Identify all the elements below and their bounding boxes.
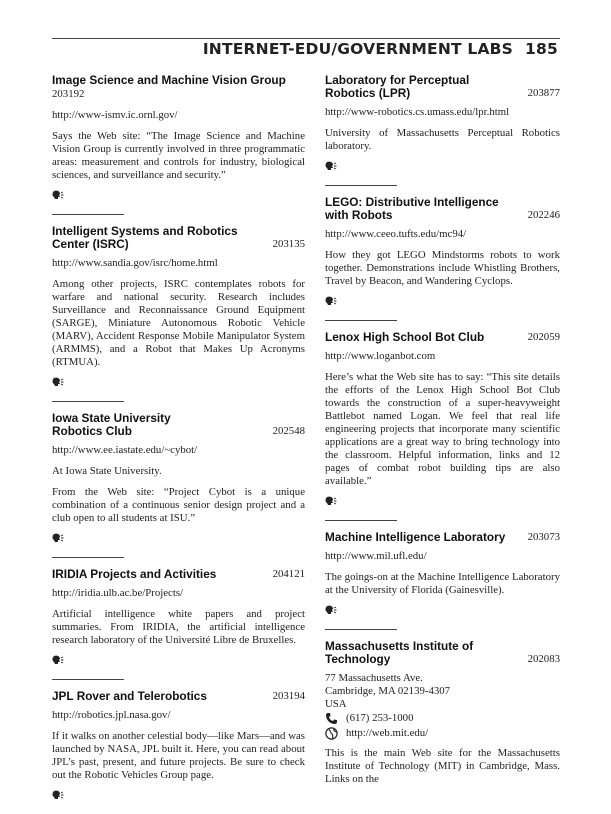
- entry: [325, 74, 560, 171]
- entry-code: 204121: [272, 568, 305, 580]
- entry-url[interactable]: http://www.mil.ufl.edu/: [325, 550, 427, 562]
- entry-url[interactable]: http://www.ceeo.tufts.edu/mc94/: [325, 228, 467, 240]
- entry: [325, 629, 560, 786]
- speech-head-icon: [52, 790, 64, 800]
- entry-url[interactable]: http://www.sandia.gov/isrc/home.html: [52, 257, 218, 269]
- entry-code: 203194: [272, 690, 305, 702]
- address-line: USA: [325, 698, 347, 710]
- entry-url[interactable]: http://www-robotics.cs.umass.edu/lpr.html: [325, 106, 510, 118]
- entry-url[interactable]: http://www-ismv.ic.ornl.gov/: [52, 109, 178, 121]
- entry-separator: [325, 629, 397, 630]
- entry-url[interactable]: http://www.ee.iastate.edu/~cybot/: [52, 444, 198, 456]
- entry-description: How they got LEGO Mindstorms robots to work together. Demonstrations include Whistling Brothers, Travel by Beacon, and Wandering Cyclops.: [325, 249, 560, 287]
- entry-description: This is the main Web site for the Massachusetts Institute of Technology (MIT) in Cambridge, Mass. Links on the: [325, 747, 560, 785]
- phone-icon: [325, 712, 338, 725]
- speech-head-icon: [325, 296, 337, 306]
- web-line: [325, 726, 560, 741]
- entry-description: At Iowa State University.: [52, 465, 162, 477]
- entry-description: Says the Web site: “The Image Science and Machine Vision Group is currently involved in three programmatic areas: measurement and controls for industry, biological sciences, and surveillance and security.”: [52, 130, 305, 181]
- entry: [52, 401, 305, 543]
- entry-title: Laboratory for Perceptual Robotics (LPR): [325, 73, 470, 100]
- entry-code: 203135: [272, 238, 305, 250]
- entry-description: University of Massachusetts Perceptual Robotics laboratory.: [325, 127, 560, 152]
- entry-code: 203073: [527, 531, 560, 543]
- entry-separator: [325, 185, 397, 186]
- entry-separator: [52, 557, 124, 558]
- entry: [52, 214, 305, 387]
- address-line: Cambridge, MA 02139-4307: [325, 685, 451, 697]
- entry-code: 202059: [527, 331, 560, 343]
- entry: [325, 185, 560, 306]
- entry: [52, 557, 305, 665]
- entry-description: Artificial intelligence white papers and project summaries. From IRIDIA, the artificial intelligence research laboratory of the Université Libre de Bruxelles.: [52, 608, 305, 646]
- entry-title: Lenox High School Bot Club: [325, 330, 485, 344]
- entry-url[interactable]: http://www.loganbot.com: [325, 350, 436, 362]
- entry-code: 202083: [527, 653, 560, 665]
- phone-line: [325, 711, 560, 726]
- entry: [52, 74, 305, 200]
- entry-title: IRIDIA Projects and Activities: [52, 567, 217, 581]
- speech-head-icon: [52, 190, 64, 200]
- entry-code: 202548: [272, 425, 305, 437]
- phone-number: (617) 253-1000: [346, 712, 414, 724]
- entry-url[interactable]: http://iridia.ulb.ac.be/Projects/: [52, 587, 184, 599]
- entry-description: The goings-on at the Machine Intelligence Laboratory at the University of Florida (Gainesville).: [325, 571, 560, 596]
- speech-head-icon: [325, 496, 337, 506]
- entry-description: If it walks on another celestial body—like Mars—and was launched by NASA, JPL built it. Here, you can read about JPL’s past, present, and future projects. Be sure to check out the Robotic Vehicles Group page.: [52, 730, 305, 781]
- entry-code: 203192: [52, 88, 85, 100]
- globe-icon: [325, 727, 338, 740]
- speech-head-icon: [52, 533, 64, 543]
- speech-head-icon: [325, 605, 337, 615]
- right-column: [325, 74, 560, 794]
- entry-separator: [52, 214, 124, 215]
- entry-title: LEGO: Distributive Intelligence with Robots: [325, 195, 499, 222]
- speech-head-icon: [52, 377, 64, 387]
- speech-head-icon: [52, 655, 64, 665]
- entry-description: Here’s what the Web site has to say: “This site details the efforts of the Lenox High School Bot Club towards the construction of a super-heavyweight Battlebot named Logan. We feel that real life engineering projects that incorporate many scientific applications are a great way to bring technology into the classroom. Helpful information, links and 12 pages of combat robot building tips are also available.”: [325, 371, 560, 487]
- speech-head-icon: [325, 161, 337, 171]
- entry-description: From the Web site: “Project Cybot is a unique combination of a continuous senior design project and a club open to all students at ISU.”: [52, 486, 305, 524]
- entry-title: Image Science and Machine Vision Group: [52, 73, 286, 87]
- entry-title: Massachusetts Institute of Technology: [325, 639, 474, 666]
- entry-title: JPL Rover and Telerobotics: [52, 689, 207, 703]
- entry-separator: [325, 520, 397, 521]
- left-column: [52, 74, 305, 814]
- section-title: INTERNET-EDU/GOVERNMENT LABS: [202, 40, 514, 58]
- header-rule: [52, 38, 560, 39]
- address-line: 77 Massachusetts Ave.: [325, 672, 423, 684]
- entry-code: 203877: [527, 87, 560, 99]
- entry-title: Iowa State University Robotics Club: [52, 411, 171, 438]
- entry: [325, 520, 560, 615]
- entry: [52, 679, 305, 800]
- entry: [325, 320, 560, 506]
- page-header: [52, 40, 558, 62]
- entry-url[interactable]: http://robotics.jpl.nasa.gov/: [52, 709, 171, 721]
- entry-separator: [52, 679, 124, 680]
- entry-separator: [52, 401, 124, 402]
- page-number: 185: [525, 40, 558, 58]
- entry-separator: [325, 320, 397, 321]
- entry-title: Intelligent Systems and Robotics Center (ISRC): [52, 224, 238, 251]
- entry-title: Machine Intelligence Laboratory: [325, 530, 506, 544]
- web-url[interactable]: http://web.mit.edu/: [346, 727, 429, 739]
- entry-code: 202246: [527, 209, 560, 221]
- entry-description: Among other projects, ISRC contemplates robots for warfare and national security. Research includes Surveillance and Reconnaissance Ground Equipment (SARGE), Miniature Autonomous Robotic Vehicle (MARV), Accident Response Mobile Manipulator System (ARMMS), and a Robot that Makes Up Acronyms (RTMUA).: [52, 278, 305, 368]
